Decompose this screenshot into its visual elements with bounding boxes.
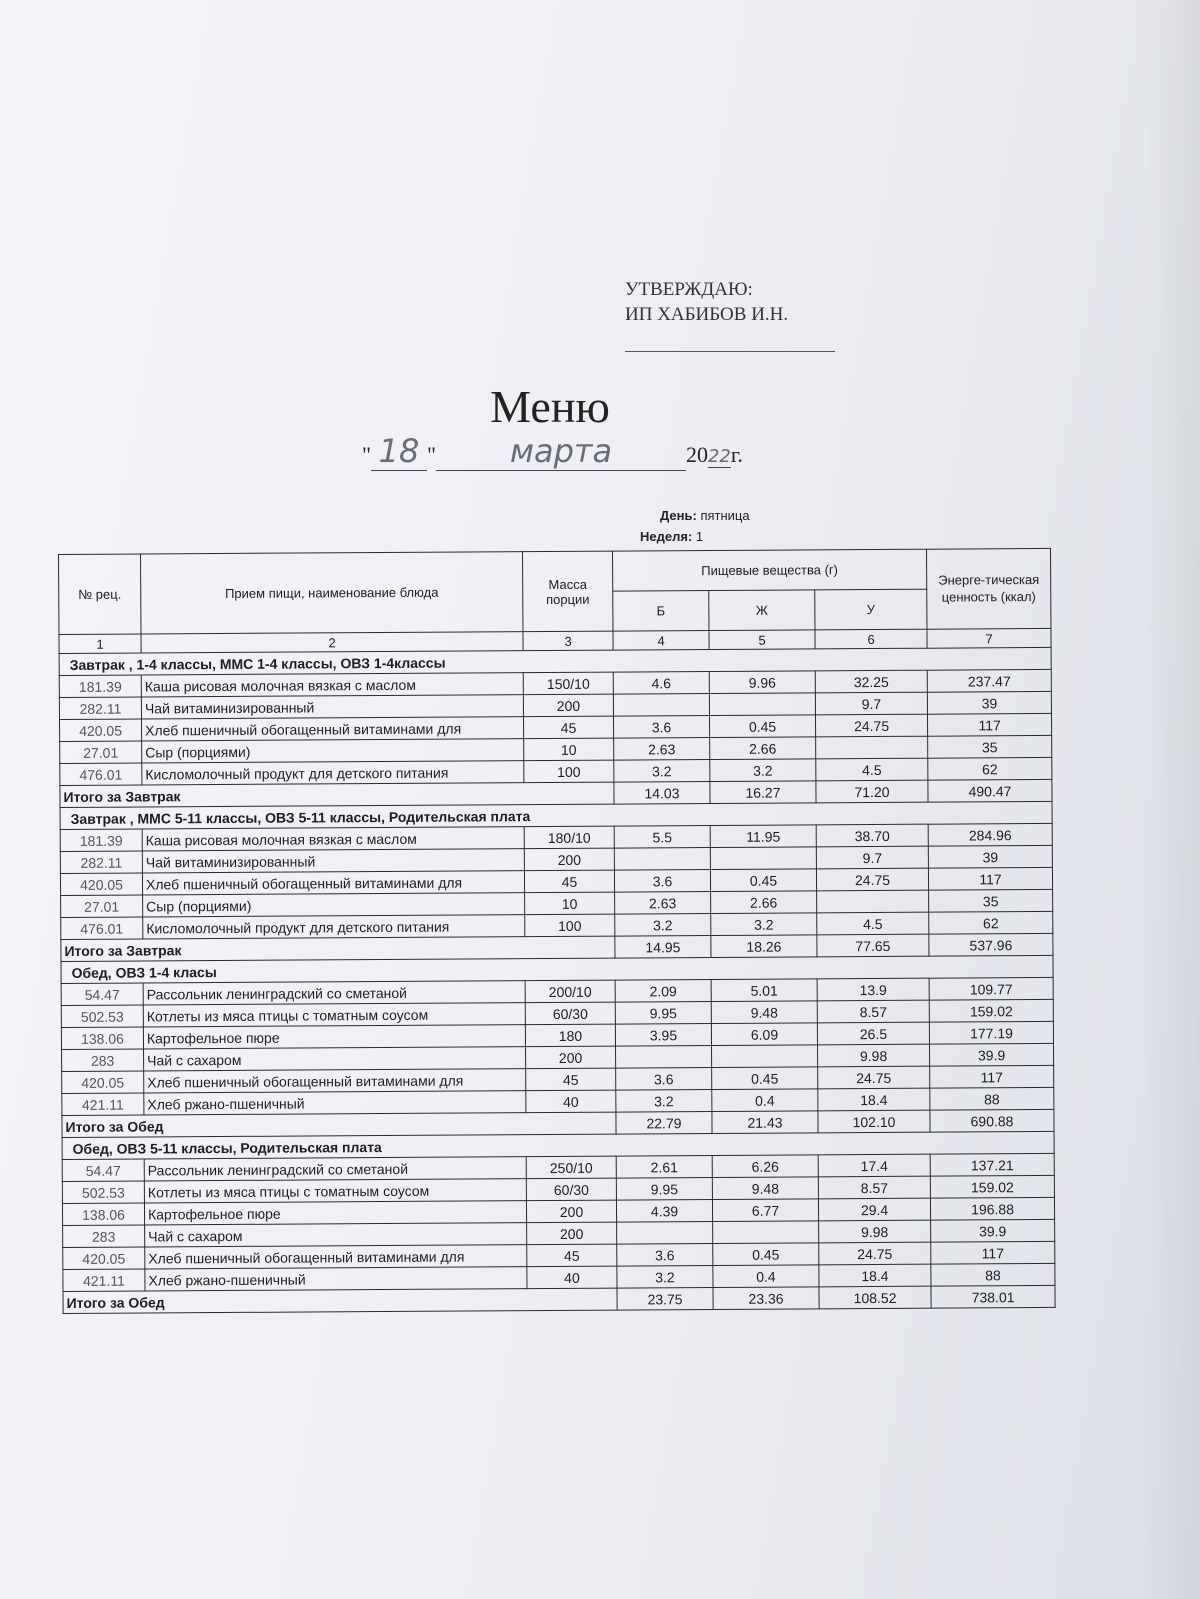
total-energy: 690.88 xyxy=(930,1109,1054,1132)
dish-name: Кисломолочный продукт для детского питания xyxy=(143,915,525,939)
energy-value: 35 xyxy=(929,889,1053,912)
recipe-number: 420.05 xyxy=(62,1071,144,1094)
column-index: 2 xyxy=(141,632,523,653)
portion-mass: 100 xyxy=(525,914,615,937)
fats-value xyxy=(713,1221,819,1244)
portion-mass: 200 xyxy=(527,1222,617,1245)
recipe-number: 420.05 xyxy=(60,719,142,742)
total-fats: 21.43 xyxy=(712,1111,818,1134)
dish-name: Котлеты из мяса птицы с томатным соусом xyxy=(143,1003,525,1027)
recipe-number: 283 xyxy=(62,1049,144,1072)
fats-value: 2.66 xyxy=(710,737,816,760)
carbs-value: 18.4 xyxy=(818,1088,930,1111)
proteins-value: 5.5 xyxy=(614,826,710,849)
dish-name: Чай с сахаром xyxy=(144,1047,526,1071)
total-fats: 18.26 xyxy=(711,935,817,958)
carbs-value: 32.25 xyxy=(815,670,927,693)
header-dish-name: Прием пищи, наименование блюда xyxy=(141,552,523,634)
week-label: Неделя: xyxy=(640,529,693,544)
carbs-value: 24.75 xyxy=(816,868,928,891)
column-index: 4 xyxy=(613,631,709,651)
carbs-value: 8.57 xyxy=(818,1176,930,1199)
signature-line xyxy=(625,327,835,352)
energy-value: 35 xyxy=(928,735,1052,758)
total-carbs: 77.65 xyxy=(817,934,929,957)
energy-value: 39.9 xyxy=(930,1043,1054,1066)
recipe-number: 282.11 xyxy=(60,851,142,874)
proteins-value: 3.2 xyxy=(616,1090,712,1113)
energy-value: 159.02 xyxy=(930,1175,1054,1198)
carbs-value: 8.57 xyxy=(817,1000,929,1023)
portion-mass: 45 xyxy=(527,1244,617,1267)
recipe-number: 421.11 xyxy=(63,1269,145,1292)
carbs-value: 9.7 xyxy=(815,692,927,715)
proteins-value: 3.6 xyxy=(616,1068,712,1091)
carbs-value: 4.5 xyxy=(817,912,929,935)
date-quote-open: " xyxy=(362,442,371,467)
recipe-number: 27.01 xyxy=(60,741,142,764)
section-title: Обед, ОВЗ 5-11 классы, Родительская плата xyxy=(62,1131,1054,1159)
day-value: пятница xyxy=(700,508,750,523)
fats-value: 6.26 xyxy=(712,1155,818,1178)
fats-value: 2.66 xyxy=(711,891,817,914)
portion-mass: 180/10 xyxy=(524,826,614,849)
total-label: Итого за Обед xyxy=(62,1112,616,1137)
carbs-value: 13.9 xyxy=(817,978,929,1001)
recipe-number: 502.53 xyxy=(62,1181,144,1204)
total-fats: 23.36 xyxy=(713,1287,819,1310)
proteins-value: 3.6 xyxy=(614,870,710,893)
fats-value: 6.09 xyxy=(711,1023,817,1046)
week-info xyxy=(640,529,703,544)
approval-line-2: ИП ХАБИБОВ И.Н. xyxy=(625,303,789,325)
total-label: Итого за Завтрак xyxy=(60,782,614,807)
carbs-value: 26.5 xyxy=(817,1022,929,1045)
fats-value: 11.95 xyxy=(710,825,816,848)
proteins-value: 3.2 xyxy=(615,914,711,937)
portion-mass: 180 xyxy=(525,1024,615,1047)
energy-value: 39 xyxy=(927,691,1051,714)
total-energy: 738.01 xyxy=(931,1285,1055,1308)
fats-value: 9.48 xyxy=(711,1001,817,1024)
fats-value: 3.2 xyxy=(710,759,816,782)
dish-name: Чай витаминизированный xyxy=(142,849,524,873)
portion-mass: 150/10 xyxy=(523,672,613,695)
proteins-value xyxy=(616,1046,712,1069)
portion-mass: 40 xyxy=(526,1090,616,1113)
total-energy: 490.47 xyxy=(928,779,1052,802)
date-line xyxy=(362,432,743,471)
proteins-value: 2.63 xyxy=(614,738,710,761)
portion-mass: 60/30 xyxy=(525,1002,615,1025)
dish-name: Кисломолочный продукт для детского питания xyxy=(142,761,524,785)
total-proteins: 22.79 xyxy=(616,1112,712,1135)
energy-value: 62 xyxy=(928,757,1052,780)
energy-value: 117 xyxy=(928,867,1052,890)
approval-line-1: УТВЕРЖДАЮ: xyxy=(625,279,753,300)
column-index: 7 xyxy=(927,628,1051,648)
proteins-value: 9.95 xyxy=(615,1002,711,1025)
proteins-value: 4.6 xyxy=(613,672,709,695)
portion-mass: 60/30 xyxy=(526,1178,616,1201)
approval-block xyxy=(625,278,835,352)
fats-value: 5.01 xyxy=(711,979,817,1002)
dish-name: Хлеб пшеничный обогащенный витаминами для xyxy=(142,717,524,741)
energy-value: 237.47 xyxy=(927,669,1051,692)
fats-value xyxy=(712,1045,818,1068)
portion-mass: 200 xyxy=(526,1046,616,1069)
header-carbs: У xyxy=(815,589,927,630)
date-day-handwritten: 18 xyxy=(371,432,427,471)
proteins-value: 9.95 xyxy=(616,1178,712,1201)
proteins-value: 2.09 xyxy=(615,980,711,1003)
total-label: Итого за Завтрак xyxy=(61,936,615,961)
carbs-value: 29.4 xyxy=(818,1198,930,1221)
dish-name: Хлеб пшеничный обогащенный витаминами для xyxy=(145,1245,527,1269)
recipe-number: 138.06 xyxy=(61,1027,143,1050)
day-label: День: xyxy=(660,508,697,523)
total-carbs: 71.20 xyxy=(816,780,928,803)
energy-value: 39 xyxy=(928,845,1052,868)
proteins-value: 4.39 xyxy=(616,1200,712,1223)
column-index: 1 xyxy=(59,634,141,654)
dish-name: Хлеб пшеничный обогащенный витаминами для xyxy=(142,871,524,895)
date-year-end: г. xyxy=(730,442,743,467)
dish-name: Картофельное пюре xyxy=(143,1025,525,1049)
energy-value: 284.96 xyxy=(928,823,1052,846)
menu-table xyxy=(58,548,1056,1314)
energy-value: 117 xyxy=(931,1241,1055,1264)
recipe-number: 54.47 xyxy=(62,1159,144,1182)
carbs-value xyxy=(816,736,928,759)
energy-value: 88 xyxy=(930,1087,1054,1110)
total-proteins: 23.75 xyxy=(617,1288,713,1311)
header-recipe-number: № рец. xyxy=(59,554,141,634)
recipe-number: 420.05 xyxy=(60,873,142,896)
fats-value: 9.48 xyxy=(712,1177,818,1200)
energy-value: 88 xyxy=(931,1263,1055,1286)
fats-value: 0.45 xyxy=(713,1243,819,1266)
total-energy: 537.96 xyxy=(929,933,1053,956)
energy-value: 117 xyxy=(928,713,1052,736)
proteins-value xyxy=(617,1222,713,1245)
proteins-value: 3.6 xyxy=(614,716,710,739)
portion-mass: 10 xyxy=(525,892,615,915)
dish-name: Чай витаминизированный xyxy=(141,695,523,719)
fats-value: 6.77 xyxy=(712,1199,818,1222)
fats-value: 0.45 xyxy=(709,715,815,738)
day-info xyxy=(660,508,750,523)
carbs-value: 24.75 xyxy=(818,1066,930,1089)
header-portion-mass: Масса порции xyxy=(522,551,612,632)
energy-value: 109.77 xyxy=(929,977,1053,1000)
date-year-prefix: 20 xyxy=(685,442,708,467)
dish-name: Рассольник ленинградский со сметаной xyxy=(143,981,525,1005)
proteins-value: 3.2 xyxy=(617,1266,713,1289)
date-month-handwritten: марта xyxy=(436,432,686,471)
carbs-value: 9.7 xyxy=(816,846,928,869)
portion-mass: 200 xyxy=(524,848,614,871)
energy-value: 177.19 xyxy=(929,1021,1053,1044)
total-proteins: 14.95 xyxy=(615,936,711,959)
total-fats: 16.27 xyxy=(710,781,816,804)
portion-mass: 200 xyxy=(526,1200,616,1223)
column-index: 5 xyxy=(709,630,815,650)
recipe-number: 138.06 xyxy=(62,1203,144,1226)
section-title: Завтрак , 1-4 классы, ММС 1-4 классы, ОВЗ 1-4классы xyxy=(59,647,1051,675)
dish-name: Хлеб пшеничный обогащенный витаминами для xyxy=(144,1069,526,1093)
fats-value: 3.2 xyxy=(711,913,817,936)
carbs-value: 9.98 xyxy=(818,1044,930,1067)
portion-mass: 45 xyxy=(524,716,614,739)
recipe-number: 181.39 xyxy=(59,675,141,698)
dish-name: Каша рисовая молочная вязкая с маслом xyxy=(141,673,523,697)
dish-name: Хлеб ржано-пшеничный xyxy=(145,1267,527,1291)
proteins-value: 3.2 xyxy=(614,760,710,783)
fats-value: 9.96 xyxy=(709,671,815,694)
dish-name: Сыр (порциями) xyxy=(143,893,525,917)
dish-name: Рассольник ленинградский со сметаной xyxy=(144,1157,526,1181)
header-nutrients: Пищевые вещества (г) xyxy=(612,549,926,591)
dish-name: Хлеб ржано-пшеничный xyxy=(144,1091,526,1115)
portion-mass: 45 xyxy=(524,870,614,893)
energy-value: 196.88 xyxy=(930,1197,1054,1220)
recipe-number: 282.11 xyxy=(59,697,141,720)
fats-value: 0.4 xyxy=(712,1089,818,1112)
section-title: Завтрак , ММС 5-11 классы, ОВЗ 5-11 классы, Родительская плата xyxy=(60,801,1052,829)
recipe-number: 54.47 xyxy=(61,983,143,1006)
column-index: 6 xyxy=(815,629,927,649)
recipe-number: 27.01 xyxy=(61,895,143,918)
recipe-number: 476.01 xyxy=(61,917,143,940)
energy-value: 62 xyxy=(929,911,1053,934)
fats-value xyxy=(709,693,815,716)
fats-value: 0.4 xyxy=(713,1265,819,1288)
total-label: Итого за Обед xyxy=(63,1288,617,1313)
recipe-number: 181.39 xyxy=(60,829,142,852)
recipe-number: 420.05 xyxy=(63,1247,145,1270)
date-quote-close: " xyxy=(426,442,436,467)
dish-name: Чай с сахаром xyxy=(145,1223,527,1247)
carbs-value: 18.4 xyxy=(819,1264,931,1287)
week-value: 1 xyxy=(695,529,704,544)
carbs-value: 4.5 xyxy=(816,758,928,781)
carbs-value: 24.75 xyxy=(819,1242,931,1265)
header-fats: Ж xyxy=(709,590,815,631)
proteins-value: 3.95 xyxy=(615,1024,711,1047)
page-title: Меню xyxy=(490,381,610,432)
recipe-number: 502.53 xyxy=(61,1005,143,1028)
carbs-value xyxy=(817,890,929,913)
proteins-value: 3.6 xyxy=(617,1244,713,1267)
carbs-value: 38.70 xyxy=(816,824,928,847)
portion-mass: 200 xyxy=(523,694,613,717)
recipe-number: 421.11 xyxy=(62,1093,144,1116)
portion-mass: 45 xyxy=(526,1068,616,1091)
proteins-value: 2.63 xyxy=(615,892,711,915)
energy-value: 159.02 xyxy=(929,999,1053,1022)
section-title: Обед, ОВЗ 1-4 класы xyxy=(61,955,1053,983)
carbs-value: 17.4 xyxy=(818,1154,930,1177)
fats-value: 0.45 xyxy=(712,1067,818,1090)
recipe-number: 283 xyxy=(63,1225,145,1248)
portion-mass: 250/10 xyxy=(526,1156,616,1179)
carbs-value: 9.98 xyxy=(819,1220,931,1243)
recipe-number: 476.01 xyxy=(60,763,142,786)
fats-value xyxy=(710,847,816,870)
date-year-handwritten: 22 xyxy=(707,446,731,467)
column-index: 3 xyxy=(523,631,613,651)
page-edge-shadow xyxy=(1140,0,1200,1599)
proteins-value xyxy=(614,848,710,871)
dish-name: Сыр (порциями) xyxy=(142,739,524,763)
total-carbs: 102.10 xyxy=(818,1110,930,1133)
portion-mass: 100 xyxy=(524,760,614,783)
energy-value: 137.21 xyxy=(930,1153,1054,1176)
portion-mass: 10 xyxy=(524,738,614,761)
total-carbs: 108.52 xyxy=(819,1286,931,1309)
portion-mass: 200/10 xyxy=(525,980,615,1003)
energy-value: 117 xyxy=(930,1065,1054,1088)
energy-value: 39.9 xyxy=(931,1219,1055,1242)
dish-name: Каша рисовая молочная вязкая с маслом xyxy=(142,827,524,851)
total-proteins: 14.03 xyxy=(614,782,710,805)
proteins-value xyxy=(613,694,709,717)
dish-name: Картофельное пюре xyxy=(144,1201,526,1225)
header-proteins: Б xyxy=(613,591,709,632)
proteins-value: 2.61 xyxy=(616,1156,712,1179)
header-energy: Энерге-тическая ценность (ккал) xyxy=(927,548,1051,629)
carbs-value: 24.75 xyxy=(815,714,927,737)
portion-mass: 40 xyxy=(527,1266,617,1289)
dish-name: Котлеты из мяса птицы с томатным соусом xyxy=(144,1179,526,1203)
fats-value: 0.45 xyxy=(710,869,816,892)
